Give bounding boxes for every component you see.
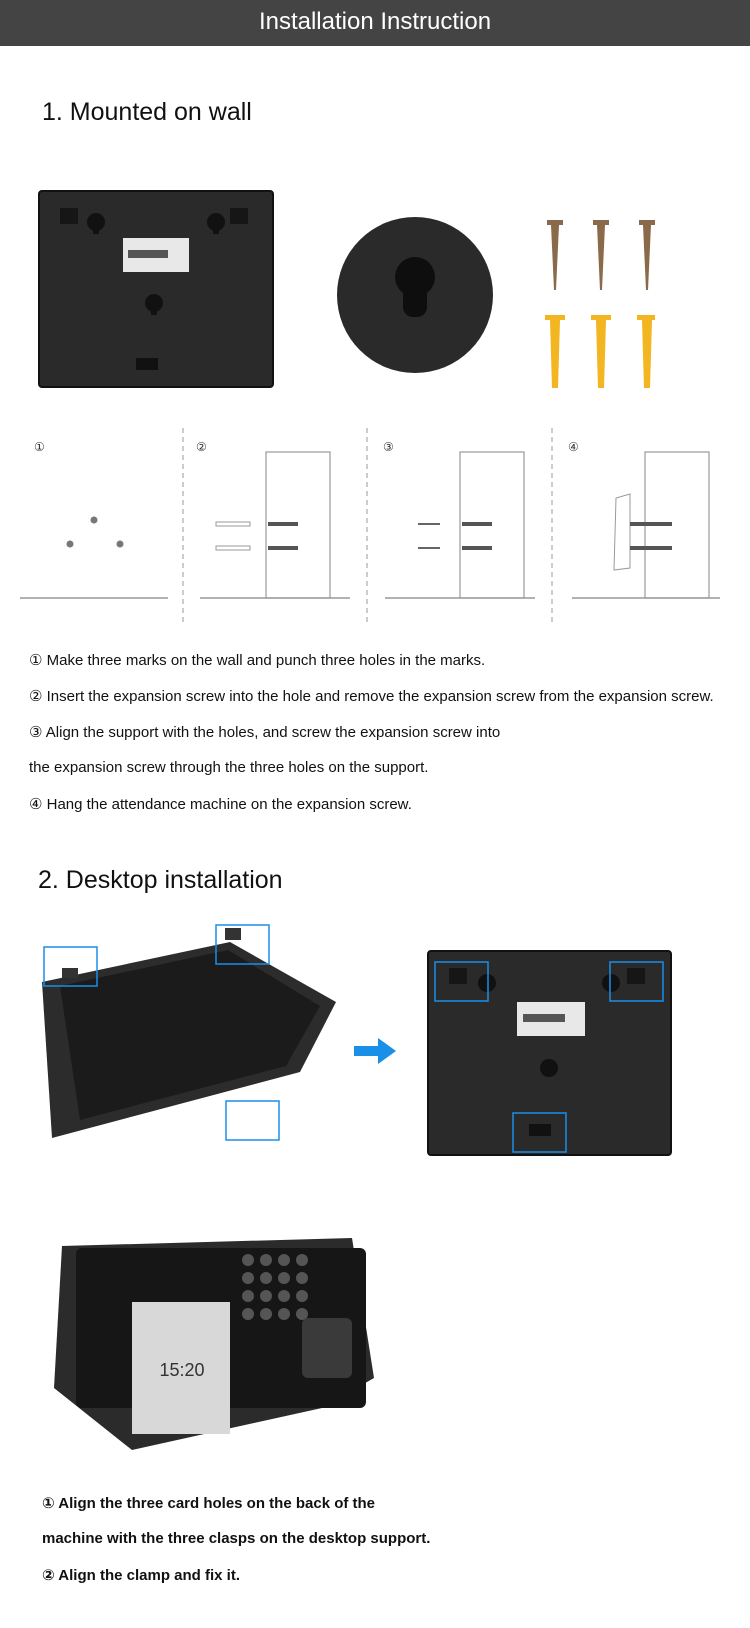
- wall-instruction-4: ④ Hang the attendance machine on the expansion screw.: [29, 796, 412, 813]
- screw-set: [535, 220, 655, 390]
- page-title: Installation Instruction: [258, 8, 492, 35]
- section-title-wall: 1. Mounted on wall: [42, 98, 252, 126]
- arrow-right-icon: [354, 1038, 396, 1064]
- device-clock: 15:20: [159, 1360, 205, 1380]
- step-number-3: ③: [383, 440, 394, 454]
- desktop-instruction-2: ② Align the clamp and fix it.: [42, 1567, 240, 1584]
- page-header: [0, 0, 750, 46]
- wall-mount-steps-diagram: [20, 428, 720, 628]
- step-number-4: ④: [568, 440, 579, 454]
- wall-anchor-icon: [545, 315, 655, 388]
- wall-instruction-3-continued: the expansion screw through the three holes on the support.: [29, 759, 429, 776]
- fingerprint-sensor-icon: [302, 1318, 352, 1378]
- mount-back-plate: [38, 190, 274, 388]
- desktop-stand: [40, 920, 350, 1145]
- desktop-instruction-1: ① Align the three card holes on the back of the: [42, 1495, 376, 1512]
- keyhole-detail: [335, 215, 495, 375]
- section-title-desktop: 2. Desktop installation: [38, 866, 283, 894]
- step-number-1: ①: [34, 440, 45, 454]
- step-number-2: ②: [196, 440, 207, 454]
- wall-instruction-2: ② Insert the expansion screw into the hole and remove the expansion screw from the expansion screw.: [29, 688, 714, 705]
- assembled-device: [52, 1238, 376, 1453]
- desktop-instruction-1-continued: machine with the three clasps on the desktop support.: [42, 1530, 431, 1547]
- wall-instruction-3: ③ Align the support with the holes, and screw the expansion screw into: [29, 724, 501, 741]
- wall-instruction-1: ① Make three marks on the wall and punch three holes in the marks.: [29, 652, 486, 669]
- device-back-highlighted: [427, 950, 672, 1156]
- screw-icon: [547, 220, 655, 290]
